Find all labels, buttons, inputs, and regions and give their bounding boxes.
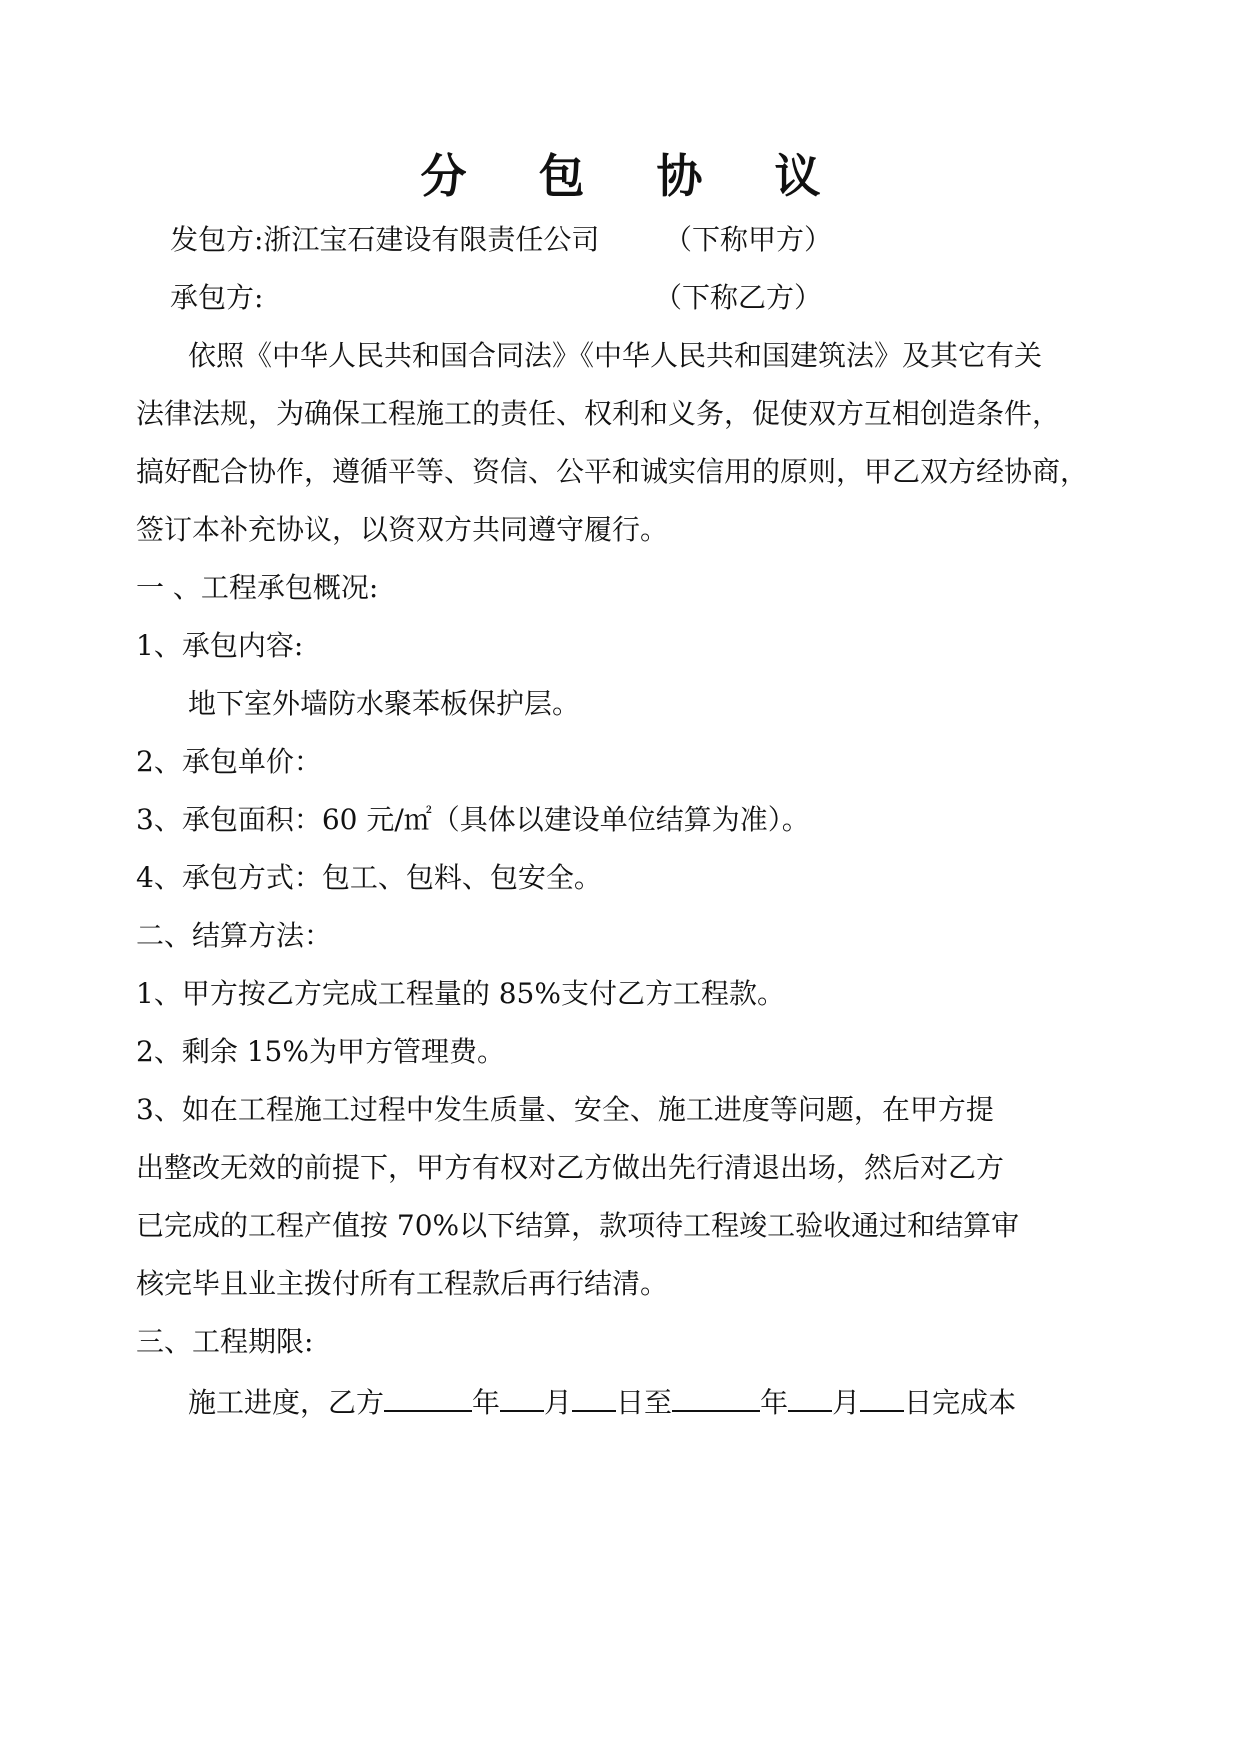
section1-item3: 3、承包面积：60 元/㎡（具体以建设单位结算为准）。 [136, 803, 810, 836]
section1-item1-content: 地下室外墙防水聚苯板保护层。 [188, 687, 581, 720]
schedule-month-1: 月 [544, 1386, 573, 1419]
blank-day-end [860, 1380, 904, 1412]
document-title: 分 包 协 议 [420, 149, 849, 203]
section2-item3-line-3: 已完成的工程产值按 70%以下结算，款项待工程竣工验收通过和结算审 [136, 1209, 1020, 1242]
section1-item2: 2、承包单价： [136, 745, 322, 778]
preamble-line-3: 搞好配合协作，遵循平等、资信、公平和诚实信用的原则，甲乙双方经协商， [136, 455, 1089, 488]
schedule-line [188, 1380, 1016, 1423]
contractor-alias: （下称甲方） [664, 223, 833, 256]
section2-item2: 2、剩余 15%为甲方管理费。 [136, 1035, 505, 1068]
section2-item3-line-1: 3、如在工程施工过程中发生质量、安全、施工进度等问题，在甲方提 [136, 1093, 994, 1126]
blank-year-start [384, 1380, 472, 1412]
section2-item3-line-4: 核完毕且业主拨付所有工程款后再行结清。 [136, 1267, 669, 1300]
blank-month-start [500, 1380, 544, 1412]
preamble-line-1: 依照《中华人民共和国合同法》《中华人民共和国建筑法》及其它有关 [188, 339, 1043, 372]
schedule-year-1: 年 [472, 1386, 501, 1419]
schedule-year-2: 年 [760, 1386, 789, 1419]
schedule-prefix: 施工进度，乙方 [188, 1386, 385, 1419]
preamble-line-2: 法律法规，为确保工程施工的责任、权利和义务，促使双方互相创造条件， [136, 397, 1061, 430]
subcontractor-line: 承包方: [170, 281, 264, 314]
subcontractor-alias: （下称乙方） [654, 281, 823, 314]
section1-item1-label: 1、承包内容: [136, 629, 304, 662]
blank-year-end [672, 1380, 760, 1412]
section2-item1: 1、甲方按乙方完成工程量的 85%支付乙方工程款。 [136, 977, 785, 1010]
contractor-line: 发包方:浙江宝石建设有限责任公司 [170, 223, 600, 256]
schedule-day-1: 日至 [616, 1386, 673, 1419]
section2-item3-line-2: 出整改无效的前提下，甲方有权对乙方做出先行清退出场，然后对乙方 [136, 1151, 1005, 1184]
schedule-day-2: 日完成本 [904, 1386, 1017, 1419]
preamble-line-4: 签订本补充协议，以资双方共同遵守履行。 [136, 513, 669, 546]
section3-heading: 三、工程期限: [136, 1325, 314, 1358]
section1-item4: 4、承包方式：包工、包料、包安全。 [136, 861, 602, 894]
schedule-month-2: 月 [832, 1386, 861, 1419]
blank-month-end [788, 1380, 832, 1412]
blank-day-start [572, 1380, 616, 1412]
section1-heading: 一 、工程承包概况: [136, 571, 379, 604]
section2-heading: 二、结算方法： [136, 919, 333, 952]
